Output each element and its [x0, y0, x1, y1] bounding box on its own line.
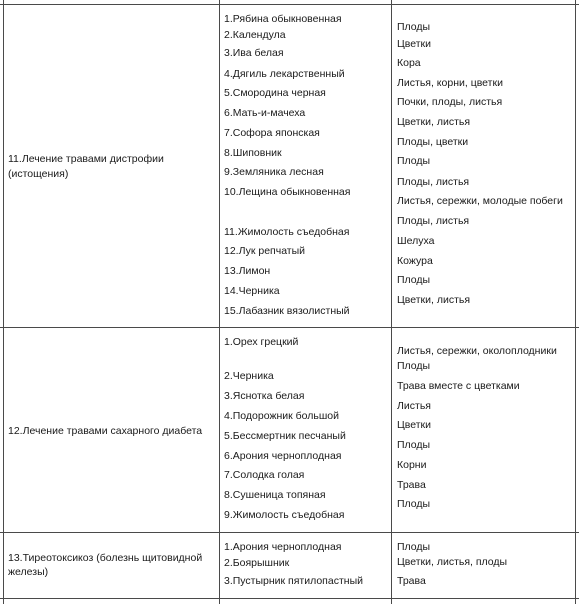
plant-part: Цветки, листья	[397, 294, 471, 306]
row-divider	[0, 327, 579, 328]
plant-part: Плоды	[397, 360, 431, 372]
plant-name: 2.Календула	[224, 29, 286, 41]
plant-name: 1.Орех грецкий	[224, 336, 299, 348]
plant-part: Цветки	[397, 419, 431, 431]
plant-name: 6.Мать-и-мачеха	[224, 107, 306, 119]
plant-name: 12.Лук репчатый	[224, 245, 306, 257]
category-label: (истощения)	[8, 168, 69, 180]
plant-part: Кора	[397, 57, 421, 69]
plant-name: 8.Шиповник	[224, 147, 282, 159]
plant-name: 3.Ива белая	[224, 47, 284, 59]
plant-name: 7.Солодка голая	[224, 469, 305, 481]
plant-part: Шелуха	[397, 235, 435, 247]
plant-name: 1.Арония черноплодная	[224, 541, 342, 553]
plant-name: 2.Боярышник	[224, 557, 290, 569]
plant-part: Листья, сережки, околоплодники	[397, 345, 557, 357]
category-label: 11.Лечение травами дистрофии	[8, 153, 164, 165]
column-divider	[391, 0, 392, 604]
plant-name: 15.Лабазник вязолистный	[224, 305, 350, 317]
plant-part: Трава	[397, 479, 426, 491]
plant-part: Трава	[397, 575, 426, 587]
category-label: 13.Тиреотоксикоз (болезнь щитовидной	[8, 552, 203, 564]
plant-name: 3.Яснотка белая	[224, 390, 305, 402]
plant-part: Плоды, листья	[397, 215, 470, 227]
plant-name: 1.Рябина обыкновенная	[224, 13, 342, 25]
plant-part: Листья	[397, 400, 431, 412]
plant-name: 5.Бессмертник песчаный	[224, 430, 346, 442]
plant-part: Цветки	[397, 38, 431, 50]
plant-name: 13.Лимон	[224, 265, 271, 277]
plant-part: Трава вместе с цветками	[397, 380, 520, 392]
plant-part: Плоды	[397, 439, 431, 451]
plant-part: Листья, сережки, молодые побеги	[397, 195, 563, 207]
plant-part: Плоды	[397, 155, 431, 167]
plant-name: 6.Арония черноплодная	[224, 450, 342, 462]
plant-part: Корни	[397, 459, 427, 471]
plant-name: 4.Дягиль лекарственный	[224, 68, 345, 80]
plant-part: Кожура	[397, 255, 433, 267]
column-divider	[219, 0, 220, 604]
plant-part: Листья, корни, цветки	[397, 77, 503, 89]
table-border-left	[3, 0, 4, 604]
plant-name: 9.Земляника лесная	[224, 166, 324, 178]
table-border-right	[575, 0, 576, 604]
plant-part: Плоды	[397, 498, 431, 510]
category-label: железы)	[8, 566, 49, 578]
plant-name: 4.Подорожник большой	[224, 410, 339, 422]
plant-part: Плоды, цветки	[397, 136, 469, 148]
plant-name: 14.Черника	[224, 285, 280, 297]
plant-name: 10.Лещина обыкновенная	[224, 186, 351, 198]
plant-name: 7.Софора японская	[224, 127, 320, 139]
plant-name: 5.Смородина черная	[224, 87, 326, 99]
plant-name: 11.Жимолость съедобная	[224, 226, 350, 238]
plant-part: Плоды	[397, 541, 431, 553]
category-label: 12.Лечение травами сахарного диабета	[8, 425, 203, 437]
plant-part: Плоды	[397, 274, 431, 286]
plant-part: Цветки, листья	[397, 116, 471, 128]
plant-name: 9.Жимолость съедобная	[224, 509, 345, 521]
plant-part: Плоды	[397, 21, 431, 33]
row-divider	[0, 4, 579, 5]
plant-part: Плоды, листья	[397, 176, 470, 188]
plant-part: Цветки, листья, плоды	[397, 556, 508, 568]
row-divider	[0, 598, 579, 599]
plant-name: 3.Пустырник пятилопастный	[224, 575, 363, 587]
plant-name: 8.Сушеница топяная	[224, 489, 326, 501]
plant-part: Почки, плоды, листья	[397, 96, 503, 108]
row-divider	[0, 532, 579, 533]
plant-name: 2.Черника	[224, 370, 274, 382]
